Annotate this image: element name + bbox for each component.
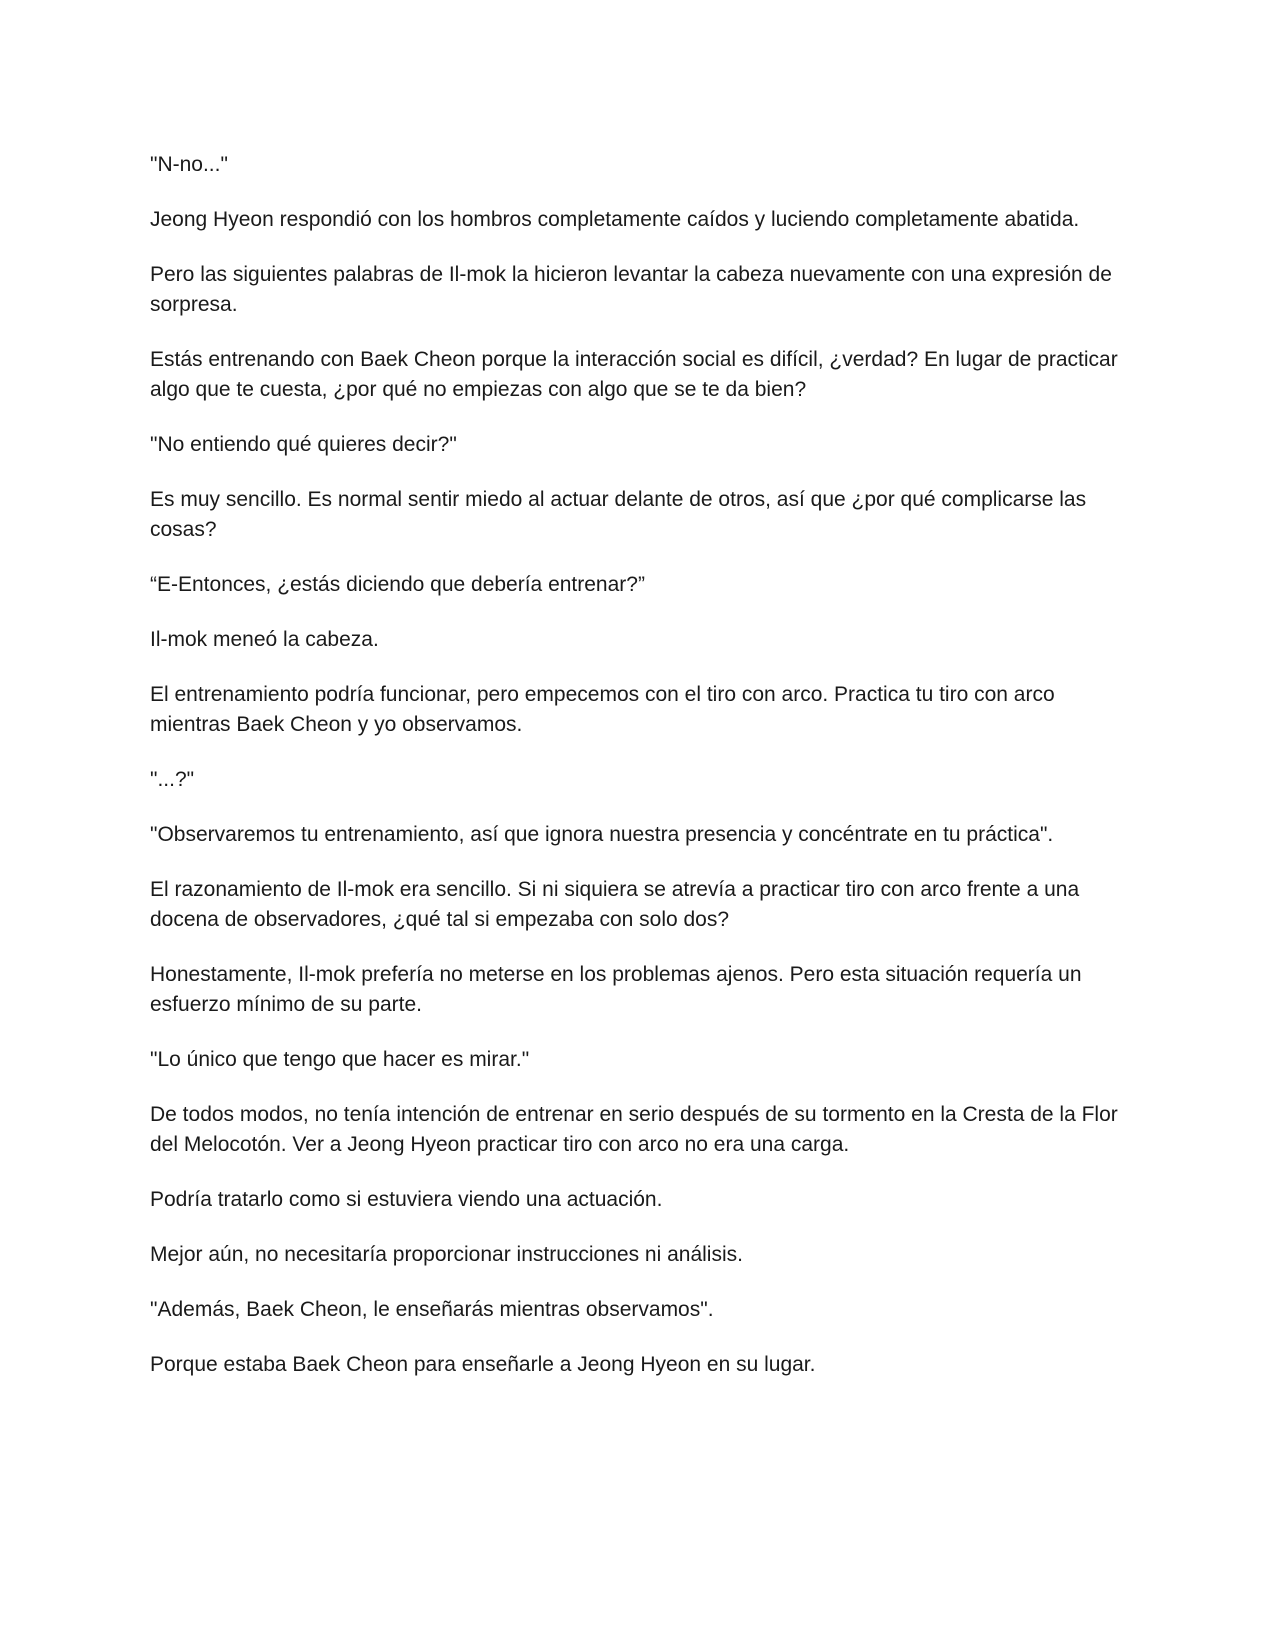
document-body (150, 150, 1125, 1405)
paragraph: Mejor aún, no necesitaría proporcionar instrucciones ni análisis. (150, 1243, 743, 1266)
paragraph: "...?" (150, 768, 195, 791)
paragraph: "Observaremos tu entrenamiento, así que ignora nuestra presencia y concéntrate en tu práctica". (150, 823, 1054, 846)
paragraph: "Lo único que tengo que hacer es mirar." (150, 1048, 530, 1071)
paragraph: “E-Entonces, ¿estás diciendo que debería entrenar?” (150, 573, 645, 596)
paragraph: Estás entrenando con Baek Cheon porque la interacción social es difícil, ¿verdad? En lugar de practicar algo que te cuesta, ¿por qué no empiezas con algo que se te da bien? (150, 348, 1118, 401)
paragraph: El razonamiento de Il-mok era sencillo. Si ni siquiera se atrevía a practicar tiro con arco frente a una docena de observadores, ¿qué tal si empezaba con solo dos? (150, 878, 1080, 931)
paragraph: Es muy sencillo. Es normal sentir miedo al actuar delante de otros, así que ¿por qué complicarse las cosas? (150, 488, 1087, 541)
paragraph: "No entiendo qué quieres decir?" (150, 433, 457, 456)
paragraph: Il-mok meneó la cabeza. (150, 628, 379, 651)
paragraph: De todos modos, no tenía intención de entrenar en serio después de su tormento en la Cresta de la Flor del Melocotón. Ver a Jeong Hyeon practicar tiro con arco no era una carga. (150, 1103, 1118, 1156)
paragraph: "Además, Baek Cheon, le enseñarás mientras observamos". (150, 1298, 714, 1321)
paragraph: El entrenamiento podría funcionar, pero empecemos con el tiro con arco. Practica tu tiro con arco mientras Baek Cheon y yo observamos. (150, 683, 1055, 736)
paragraph: Honestamente, Il-mok prefería no meterse en los problemas ajenos. Pero esta situación requería un esfuerzo mínimo de su parte. (150, 963, 1082, 1016)
paragraph: Porque estaba Baek Cheon para enseñarle a Jeong Hyeon en su lugar. (150, 1353, 816, 1376)
paragraph: Podría tratarlo como si estuviera viendo una actuación. (150, 1188, 663, 1211)
paragraph: Jeong Hyeon respondió con los hombros completamente caídos y luciendo completamente abatida. (150, 208, 1080, 231)
paragraph: Pero las siguientes palabras de Il-mok la hicieron levantar la cabeza nuevamente con una expresión de sorpresa. (150, 263, 1112, 316)
paragraph: "N-no..." (150, 153, 228, 176)
